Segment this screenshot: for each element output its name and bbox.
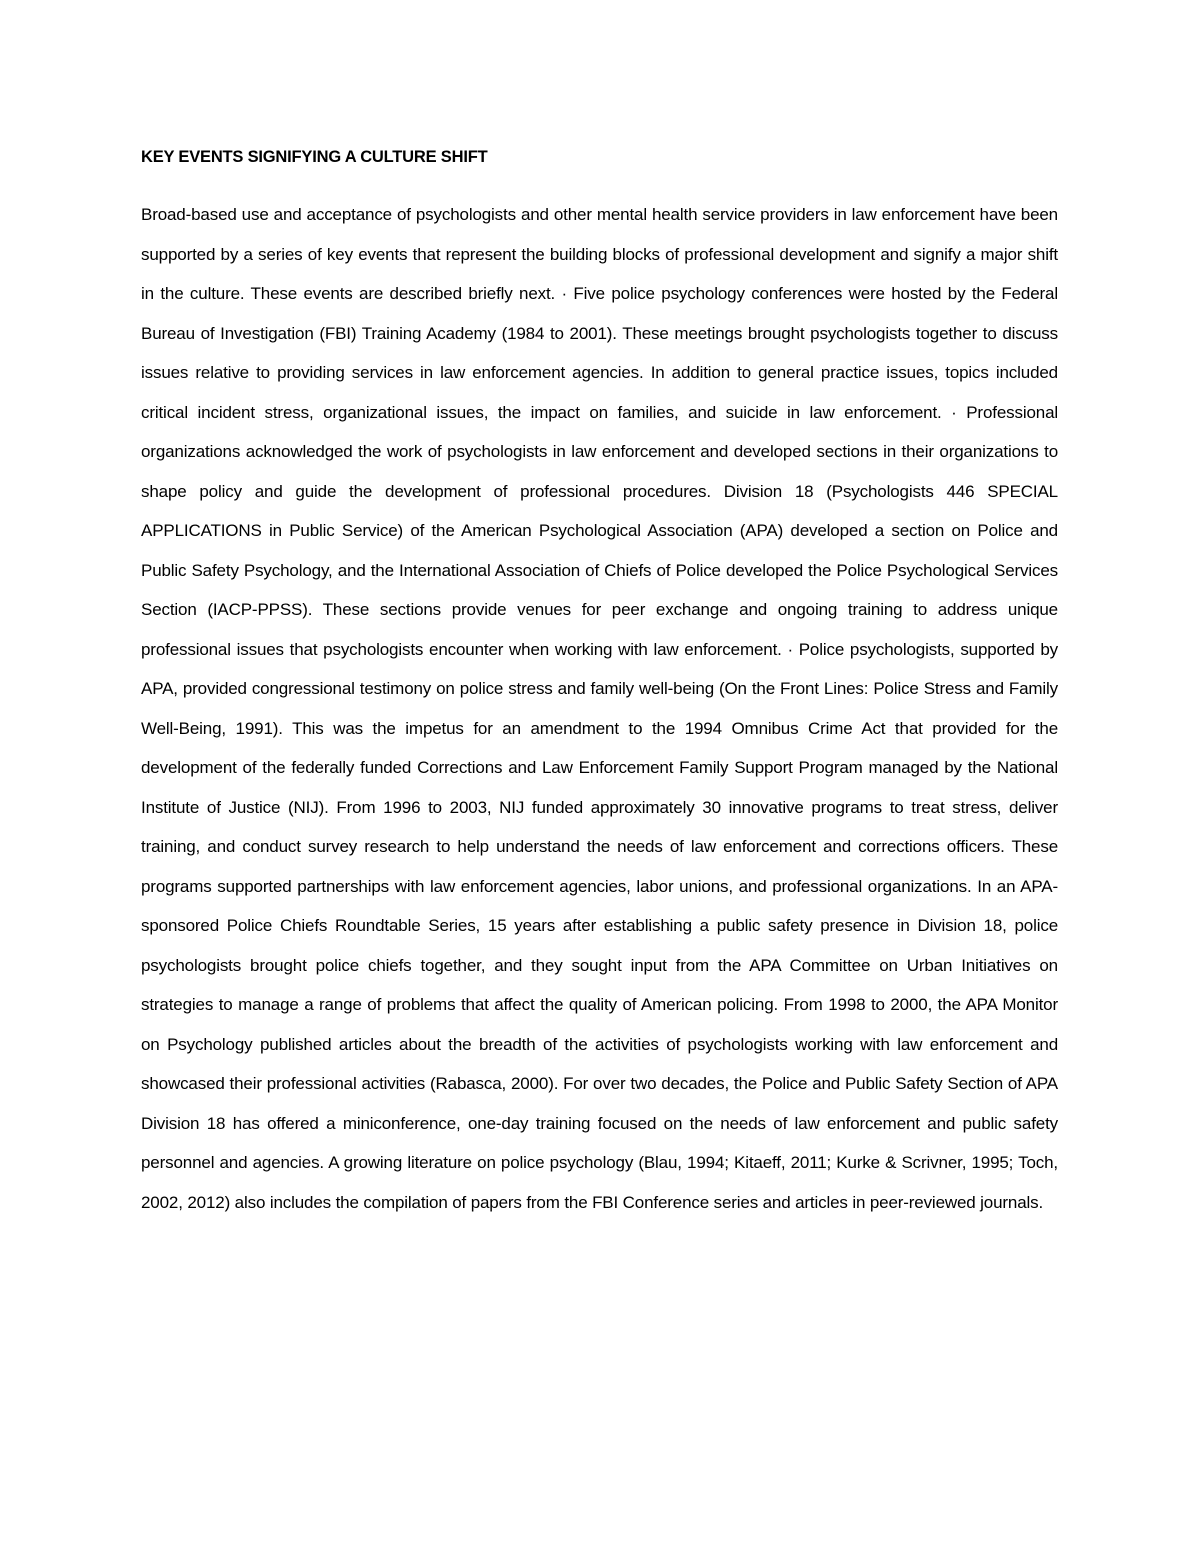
body-paragraph: Broad-based use and acceptance of psychologists and other mental health service providers in law enforcement have been supported by a series of key events that represent the building blocks of professional development and signify a major shift in the culture. These events are described briefly next. · Five police psychology conferences were hosted by the Federal Bureau of Investigation (FBI) Training Academy (1984 to 2001). These meetings brought psychologists together to discuss issues relative to providing services in law enforcement agencies. In addition to general practice issues, topics included critical incident stress, organizational issues, the impact on families, and suicide in law enforcement. · Professional organizations acknowledged the work of psychologists in law enforcement and developed sections in their organizations to shape policy and guide the development of professional procedures. Division 18 (Psychologists 446 SPECIAL APPLICATIONS in Public Service) of the American Psychological Association (APA) developed a section on Police and Public Safety Psychology, and the International Association of Chiefs of Police developed the Police Psychological Services Section (IACP-PPSS). These sections provide venues for peer exchange and ongoing training to address unique professional issues that psychologists encounter when working with law enforcement. · Police psychologists, supported by APA, provided congressional testimony on police stress and family well-being (On the Front Lines: Police Stress and Family Well-Being, 1991). This was the impetus for an amendment to the 1994 Omnibus Crime Act that provided for the development of the federally funded Corrections and Law Enforcement Family Support Program managed by the National Institute of Justice (NIJ). From 1996 to 2003, NIJ funded approximately 30 innovative programs to treat stress, deliver training, and conduct survey research to help understand the needs of law enforcement and corrections officers. These programs supported partnerships with law enforcement agencies, labor unions, and professional organizations. In an APA-sponsored Police Chiefs Roundtable Series, 15 years after establishing a public safety presence in Division 18, police psychologists brought police chiefs together, and they sought input from the APA Committee on Urban Initiatives on strategies to manage a range of problems that affect the quality of American policing. From 1998 to 2000, the APA Monitor on Psychology published articles about the breadth of the activities of psychologists working with law enforcement and showcased their professional activities (Rabasca, 2000). For over two decades, the Police and Public Safety Section of APA Division 18 has offered a miniconference, one-day training focused on the needs of law enforcement and public safety personnel and agencies. A growing literature on police psychology (Blau, 1994; Kitaeff, 2011; Kurke & Scrivner, 1995; Toch, 2002, 2012) also includes the compilation of papers from the FBI Conference series and articles in peer-reviewed journals.	[141, 205, 1058, 1212]
document-heading: KEY EVENTS SIGNIFYING A CULTURE SHIFT	[141, 148, 488, 166]
